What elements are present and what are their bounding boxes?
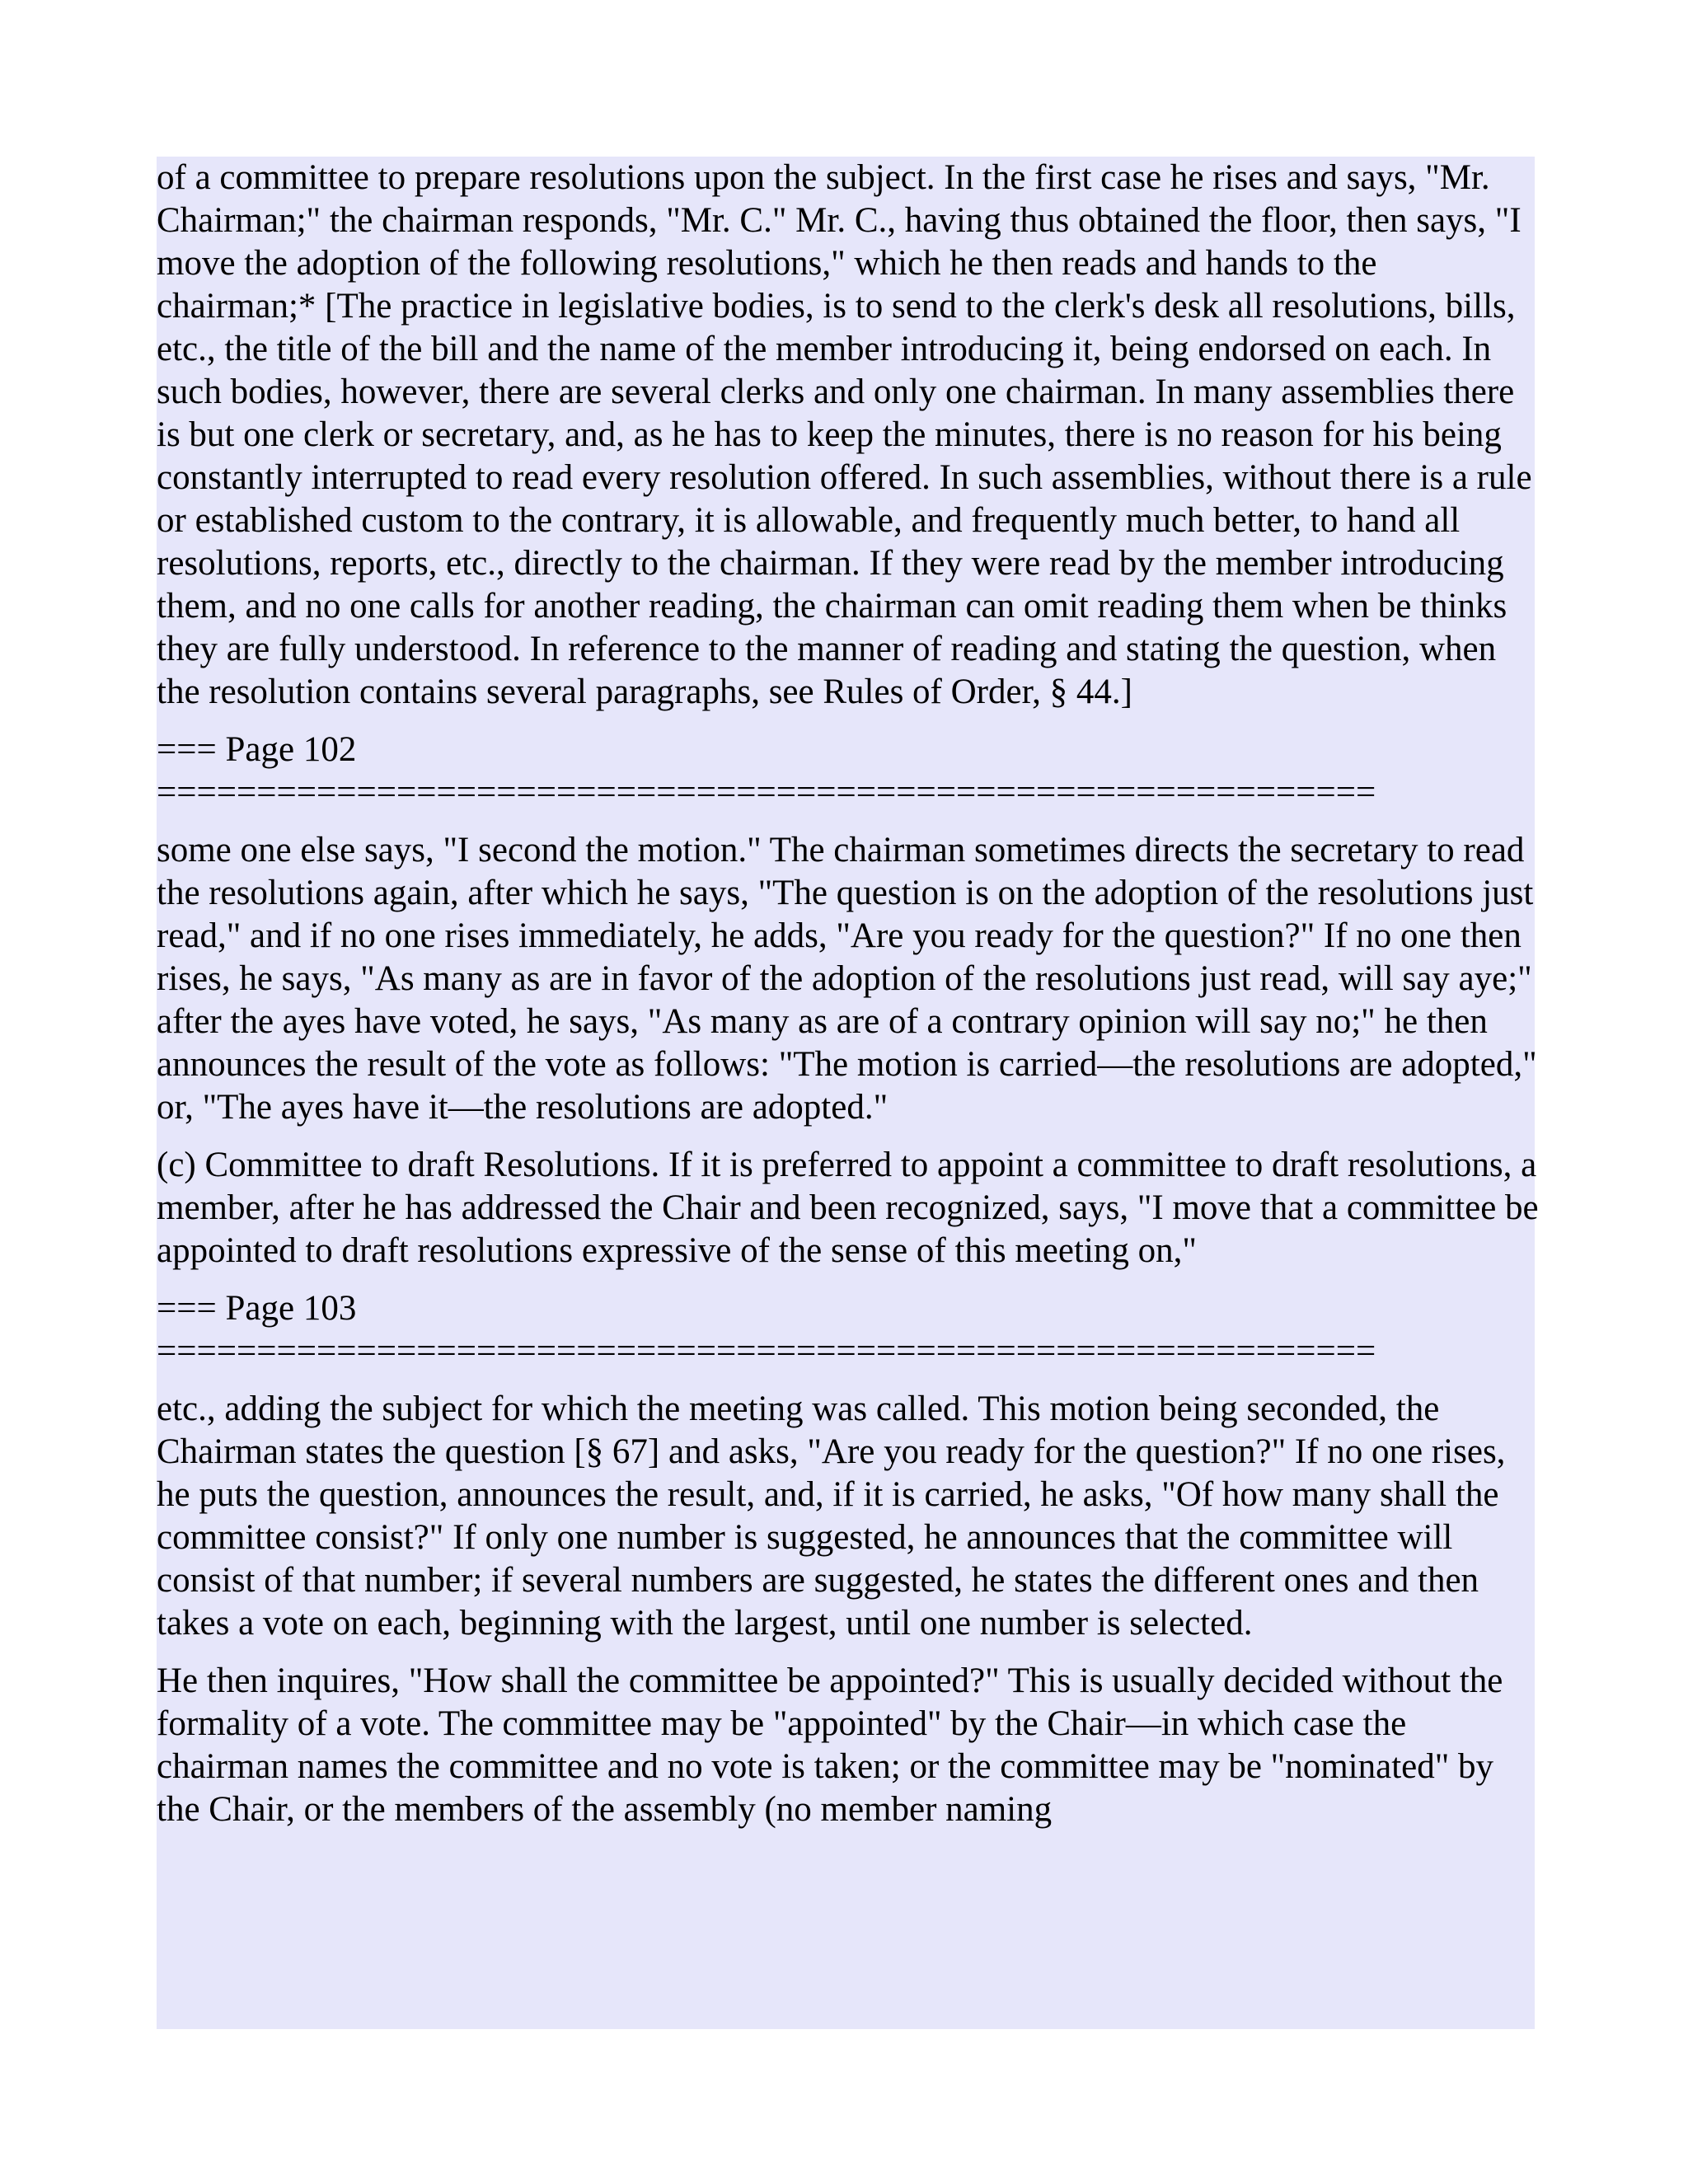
document-body <box>157 157 1541 1846</box>
page-separator-rule: ============================================================= <box>157 1332 1376 1371</box>
page-102-marker: === Page 102 <box>157 730 357 769</box>
page-103-marker: === Page 103 <box>157 1289 357 1328</box>
paragraph-continued-resolutions: of a committee to prepare resolutions upon the subject. In the first case he rises and says, "Mr. Chairman;" the chairman responds, "Mr. C." Mr. C., having thus obtained the floor, then says, "I move the adoption of the following resolutions," which he then reads and hands to the chairman;* [The practice in legislative bodies, is to send to the clerk's desk all resolutions, bills, etc., the title of the bill and the name of the member introducing it, being endorsed on each. In such bodies, however, there are several clerks and only one chairman. In many assemblies there is but one clerk or secretary, and, as he has to keep the minutes, there is no reason for his being constantly interrupted to read every resolution offered. In such assemblies, without there is a rule or established custom to the contrary, it is allowable, and frequently much better, to hand all resolutions, reports, etc., directly to the chairman. If they were read by the member introducing them, and no one calls for another reading, the chairman can omit reading them when be thinks they are fully understood. In reference to the manner of reading and stating the question, when the resolution contains several paragraphs, see Rules of Order, § 44.] <box>157 158 1532 711</box>
paragraph-committee-size: etc., adding the subject for which the meeting was called. This motion being seconded, the Chairman states the question [§ 67] and asks, "Are you ready for the question?" If no one rises, he puts the question, announces the result, and, if it is carried, he asks, "Of how many shall the committee consist?" If only one number is suggested, he announces that the committee will consist of that number; if several numbers are suggested, he states the different ones and then takes a vote on each, beginning with the largest, until one number is selected. <box>157 1390 1506 1643</box>
page-separator-rule: ============================================================= <box>157 773 1376 812</box>
paragraph-committee-appointment: He then inquires, "How shall the committee be appointed?" This is usually decided without the formality of a vote. The committee may be "appointed" by the Chair—in which case the chairman names the committee and no vote is taken; or the committee may be "nominated" by the Chair, or the members of the assembly (no member naming <box>157 1661 1503 1829</box>
paragraph-second-motion: some one else says, "I second the motion." The chairman sometimes directs the secretary to read the resolutions again, after which he says, "The question is on the adoption of the resolutions just read," and if no one rises immediately, he adds, "Are you ready for the question?" If no one then rises, he says, "As many as are in favor of the adoption of the resolutions just read, will say aye;" after the ayes have voted, he says, "As many as are of a contrary opinion will say no;" he then announces the result of the vote as follows: "The motion is carried—the resolutions are adopted," or, "The ayes have it—the resolutions are adopted." <box>157 831 1537 1127</box>
paragraph-committee-draft: (c) Committee to draft Resolutions. If it is preferred to appoint a committee to draft resolutions, a member, after he has addressed the Chair and been recognized, says, "I move that a committee be appointed to draft resolutions expressive of the sense of this meeting on," <box>157 1146 1539 1270</box>
